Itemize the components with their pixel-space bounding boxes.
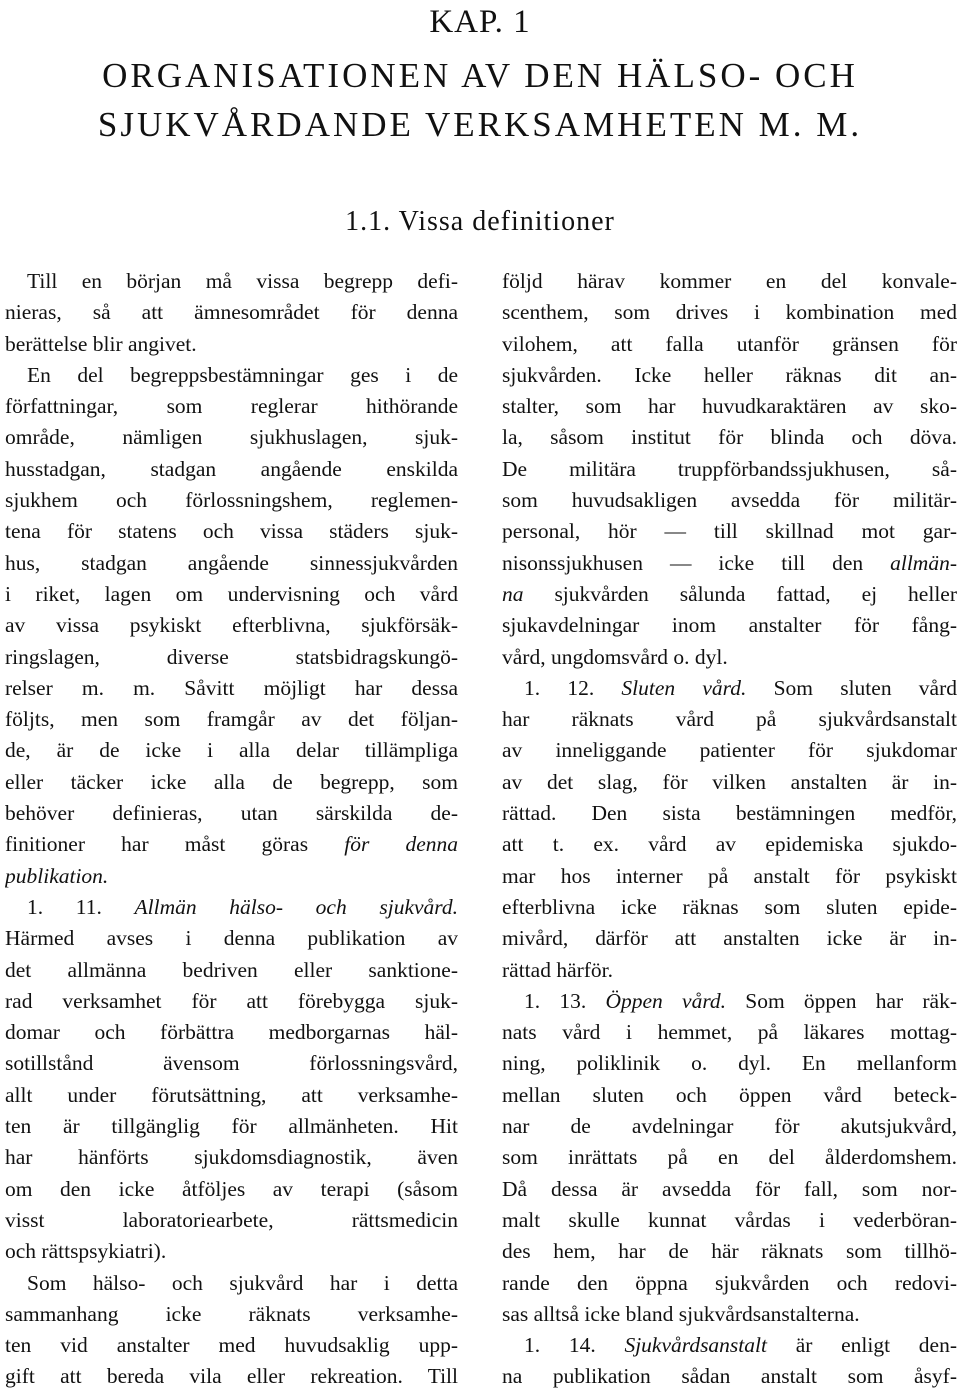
line-text: Som öppen har räk- [726, 988, 957, 1013]
line-text: sjukhem och förlossningshem, reglemen- [5, 488, 458, 513]
chapter-title-line-2: SJUKVÅRDANDE VERKSAMHETEN M. M. [97, 105, 863, 144]
text-line [502, 923, 957, 954]
text-line [5, 1142, 458, 1173]
text-line [502, 1330, 957, 1361]
line-text: sjukavdelningar inom anstalter för fång- [502, 613, 957, 638]
line-text: 1. 12. [524, 675, 622, 700]
italic-term: för denna [344, 832, 458, 857]
line-text: som inrättats på en del ålderdomshem. [502, 1145, 957, 1170]
line-text: De militära truppförbandssjukhusen, så- [502, 456, 957, 481]
line-text: Som hälso- och sjukvård har i detta [27, 1270, 458, 1295]
text-line [5, 485, 458, 516]
line-text: Härmed avses i denna publikation av [5, 926, 458, 951]
text-line [502, 861, 957, 892]
text-line [502, 642, 957, 673]
line-text: hus, stadgan angående sinnessjukvården [5, 550, 458, 575]
text-line [502, 422, 957, 453]
text-line [5, 986, 458, 1017]
line-text: i riket, lagen om undervisning och vård [5, 581, 458, 606]
line-text: stalter, som har huvudkaraktären av sko- [502, 394, 957, 419]
text-line [5, 861, 458, 892]
line-text: 1. 11. [27, 894, 135, 919]
text-line [502, 829, 957, 860]
text-line [502, 955, 957, 986]
text-line [5, 735, 458, 766]
line-text: ning, poliklinik o. dyl. En mellanform [502, 1051, 957, 1076]
text-line [502, 1048, 957, 1079]
line-text: 1. 13. [524, 988, 606, 1013]
text-line [502, 673, 957, 704]
text-line [5, 829, 458, 860]
text-line [5, 1080, 458, 1111]
line-text: des hem, har de här räknats som tillhö- [502, 1239, 957, 1264]
line-text: la, såsom institut för blinda och döva. [502, 425, 957, 450]
text-line [502, 1111, 957, 1142]
text-line [502, 360, 957, 391]
italic-term: Allmän hälso- och sjukvård. [134, 894, 458, 919]
line-text: sotillstånd ävensom förlossningsvård, [5, 1051, 458, 1076]
line-text: av vissa psykiskt efterblivna, sjukförsäk- [5, 613, 458, 638]
chapter-title-line-1: ORGANISATIONEN AV DEN HÄLSO- OCH [102, 56, 858, 95]
line-text: Då dessa är avsedda för fall, som nor- [502, 1176, 957, 1201]
line-text: rad verksamhet för att förebygga sjuk- [5, 988, 458, 1013]
text-line [5, 297, 458, 328]
text-line [502, 485, 957, 516]
line-text: eller täcker icke alla de begrepp, som [5, 769, 458, 794]
text-line [5, 1361, 458, 1392]
italic-term: Öppen vård. [605, 988, 727, 1013]
line-text: sas alltså icke bland sjukvårdsanstalterna. [502, 1301, 860, 1326]
text-line [502, 1080, 957, 1111]
text-line [502, 579, 957, 610]
text-line [502, 610, 957, 641]
line-text: malt skulle kunnat vårdas i vederböran- [502, 1207, 957, 1232]
line-text: om den icke åtföljes av terapi (såsom [5, 1176, 458, 1201]
italic-term: Sjukvårdsanstalt [624, 1333, 767, 1358]
text-line [5, 923, 458, 954]
text-line [502, 391, 957, 422]
line-text: är enligt den- [766, 1333, 957, 1358]
line-text: Som sluten vård [746, 675, 957, 700]
line-text: och rättspsykiatri). [5, 1239, 167, 1264]
line-text: mivård, därför att anstalten icke är in- [502, 926, 957, 951]
line-text: En del begreppsbestämningar ges i de [27, 362, 458, 387]
line-text: finitioner har måst göras [5, 832, 345, 857]
line-text: Till en början må vissa begrepp defi- [27, 269, 458, 293]
left-text-column [5, 266, 458, 1393]
text-line [502, 735, 957, 766]
line-text: nieras, så att ämnesområdet för denna [5, 300, 458, 325]
text-line [502, 1017, 957, 1048]
text-line [5, 1299, 458, 1330]
line-text: ringslagen, diverse statsbidragskungö- [5, 644, 458, 669]
chapter-label: KAP. 1 [429, 4, 531, 40]
text-line [502, 1361, 957, 1392]
text-line [5, 798, 458, 829]
text-line [5, 704, 458, 735]
line-text: vård, ungdomsvård o. dyl. [502, 644, 728, 669]
text-line [5, 579, 458, 610]
line-text: ten är tillgänglig för allmänheten. Hit [5, 1114, 458, 1139]
line-text: efterblivna icke räknas som sluten epide- [502, 894, 957, 919]
text-line [502, 329, 957, 360]
line-text: har hänförts sjukdomsdiagnostik, även [5, 1145, 458, 1170]
italic-term: Sluten vård. [621, 675, 747, 700]
line-text: nats vård i hemmet, på läkares mottag- [502, 1020, 957, 1045]
text-line [5, 1236, 458, 1267]
line-text: följd härav kommer en del konvale- [502, 269, 957, 293]
text-line [5, 955, 458, 986]
line-text: rättad. Den sista bestämningen medför, [502, 801, 957, 826]
line-text: ten vid anstalter med huvudsaklig upp- [5, 1333, 458, 1358]
line-text: av inneliggande patienter för sjukdomar [502, 738, 957, 763]
italic-term: publikation. [5, 863, 109, 888]
text-line [502, 1236, 957, 1267]
line-text: berättelse blir angivet. [5, 331, 197, 356]
text-line [5, 892, 458, 923]
italic-term: na [502, 581, 524, 606]
text-line [5, 391, 458, 422]
line-text: behöver definieras, utan särskilda de- [5, 801, 458, 826]
text-line [5, 266, 458, 297]
section-heading: 1.1. Vissa definitioner [345, 206, 615, 237]
text-line [502, 767, 957, 798]
line-text: rättad härför. [502, 957, 614, 982]
text-line [502, 548, 957, 579]
line-text: det allmänna bedriven eller sanktione- [5, 957, 458, 982]
line-text: de, är de icke i alla delar tillämpliga [5, 738, 458, 763]
text-line [5, 1330, 458, 1361]
line-text: scenthem, som drives i kombination med [502, 300, 957, 325]
line-text: relser m. m. Såvitt möjligt har dessa [5, 675, 458, 700]
text-line [5, 329, 458, 360]
text-line [5, 767, 458, 798]
line-text: vilohem, att falla utanför gränsen för [502, 331, 957, 356]
text-line [502, 986, 957, 1017]
line-text: domar och förbättra medborgarnas häl- [5, 1020, 458, 1045]
text-line [502, 1205, 957, 1236]
line-text: visst laboratoriearbete, rättsmedicin [5, 1207, 458, 1232]
text-line [502, 266, 957, 297]
text-line [5, 1205, 458, 1236]
text-line [502, 454, 957, 485]
line-text: följts, men som framgår av det följan- [5, 707, 458, 732]
text-line [5, 422, 458, 453]
line-text: av det slag, för vilken anstalten är in- [502, 769, 957, 794]
text-line [5, 1268, 458, 1299]
text-line [5, 360, 458, 391]
text-line [5, 1048, 458, 1079]
text-line [5, 454, 458, 485]
text-line [502, 704, 957, 735]
line-text: tena för statens och vissa städers sjuk- [5, 519, 458, 544]
text-line [502, 1142, 957, 1173]
text-line [502, 297, 957, 328]
text-line [5, 548, 458, 579]
italic-term: allmän- [890, 550, 957, 575]
text-line [502, 1268, 957, 1299]
text-line [502, 516, 957, 547]
line-text: nisonssjukhusen — icke till den [502, 550, 891, 575]
text-line [5, 673, 458, 704]
line-text: sammanhang icke räknats verksamhe- [5, 1301, 458, 1326]
right-text-column [502, 266, 957, 1393]
line-text: som huvudsakligen avsedda för militär- [502, 488, 957, 513]
line-text: mellan sluten och öppen vård beteck- [502, 1082, 957, 1107]
text-line [5, 1017, 458, 1048]
line-text: sjukvården sålunda fattad, ej heller [523, 581, 957, 606]
text-line [5, 1111, 458, 1142]
line-text: nar de avdelningar för akutsjukvård, [502, 1114, 957, 1139]
line-text: mar hos interner på anstalt för psykiskt [502, 863, 957, 888]
text-line [5, 516, 458, 547]
line-text: allt under förutsättning, att verksamhe- [5, 1082, 458, 1107]
line-text: har räknats vård på sjukvårdsanstalt [502, 707, 957, 732]
text-line [5, 610, 458, 641]
line-text: husstadgan, stadgan angående enskilda [5, 456, 458, 481]
line-text: gift att bereda vila eller rekreation. Till [5, 1364, 458, 1389]
text-line [5, 1174, 458, 1205]
text-line [502, 1299, 957, 1330]
text-line [502, 892, 957, 923]
line-text: område, nämligen sjukhuslagen, sjuk- [5, 425, 458, 450]
line-text: personal, hör — till skillnad mot gar- [502, 519, 957, 544]
line-text: 1. 14. [524, 1333, 625, 1358]
line-text: författningar, som reglerar hithörande [5, 394, 458, 419]
line-text: att t. ex. vård av epidemiska sjukdo- [502, 832, 957, 857]
line-text: na publikation sådan anstalt som åsyf- [502, 1364, 957, 1389]
text-line [502, 1174, 957, 1205]
line-text: rande den öppna sjukvården och redovi- [502, 1270, 957, 1295]
line-text: sjukvården. Icke heller räknas dit an- [502, 362, 957, 387]
text-line [5, 642, 458, 673]
text-line [502, 798, 957, 829]
